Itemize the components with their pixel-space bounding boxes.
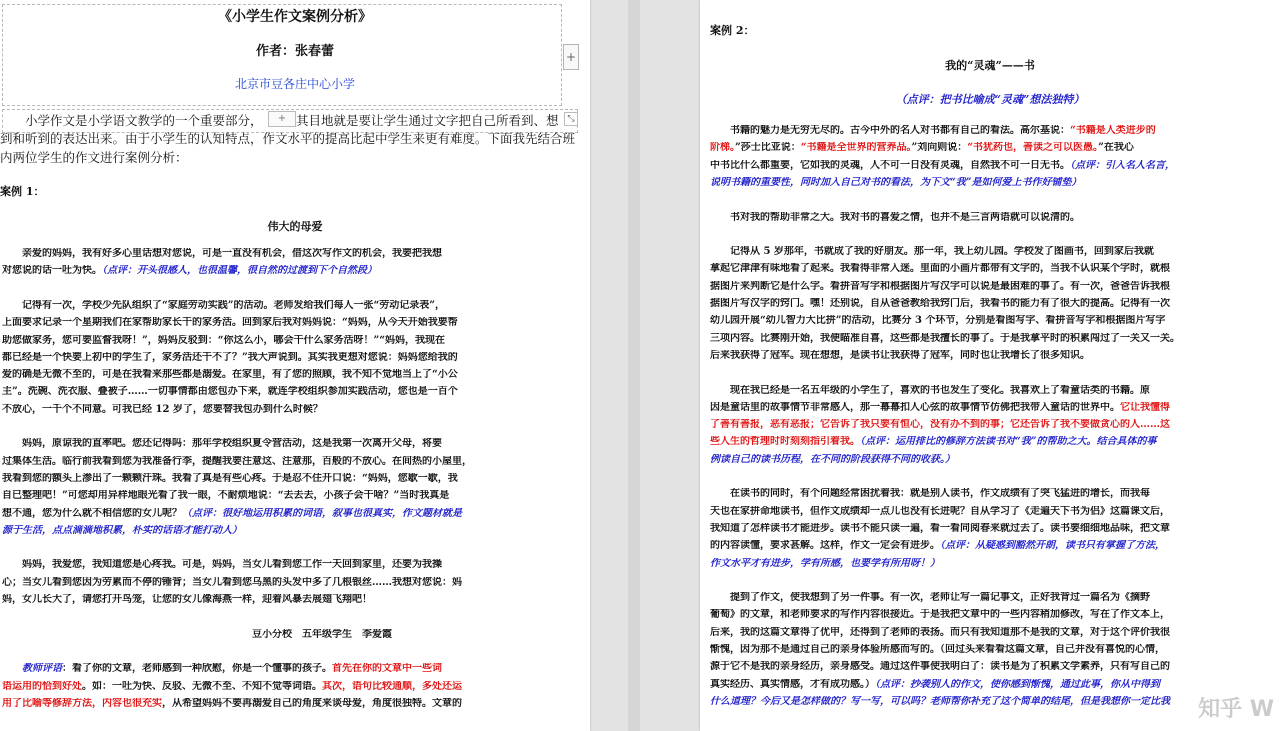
right-line-10-plain: 据图片写汉字的窍门。嘿！还别说，自从爸爸教给我窍门后，我看书的能力有了很大的提高。记得有一次 (710, 298, 1170, 309)
left-line-24-red: 首先在你的文章中一些词 (332, 663, 442, 675)
right-line-16-plain: 因是童话里的故事情节非常感人，那一幕幕扣人心弦的故事情节仿佛把我带入童话的世界中。 (710, 401, 1120, 413)
right-line-1-red: 阶梯。 (710, 142, 735, 154)
left-line-5 (2, 335, 590, 347)
resize-handle-icon[interactable]: ⤡ (564, 112, 578, 126)
add-page-button[interactable]: + (563, 44, 579, 70)
doc-title: 《小学生作文案例分析》 (218, 9, 372, 25)
right-line-16-red: 它让我懂得 (1120, 401, 1170, 413)
right-line-30-plain: 惭愧，因为那不是通过自己的亲身体验所感而写的。（回过头来看看这篇文章，自己并没有喜悦的心情， (710, 644, 1165, 655)
left-line-25 (2, 681, 590, 693)
right-page-top-line (700, 0, 1280, 4)
essay2-comment: （点评：把书比喻成“灵魂”想法独特） (895, 93, 1085, 106)
left-line-25-plain: 。如：一吐为快、反驳、无微不至、不知不觉等词语。 (82, 680, 322, 692)
left-line-26 (2, 698, 590, 710)
intro-line-1a: 小学作文是小学语文教学的一个重要部分， (0, 113, 263, 128)
left-line-26-plain: ，从希望妈妈不要再溺爱自己的角度来谈母爱，角度很独特。文章的 (162, 697, 462, 709)
doc-school: 北京市豆各庄中心小学 (234, 77, 355, 91)
right-line-32-blue: （点评：抄袭别人的作文，使你感到惭愧，通过此事，你从中得到 (875, 678, 1160, 690)
right-line-2 (710, 160, 1280, 172)
case1-heading: 案例 1： (0, 185, 45, 198)
right-line-29 (710, 627, 1280, 639)
left-line-24-blue: 教师评语 (22, 663, 62, 675)
right-line-25 (710, 558, 1280, 570)
right-line-22 (710, 506, 1280, 518)
right-line-24-plain: 的内容读懂，要求甚解。这样，作文一定会有进步。 (710, 540, 940, 552)
right-line-33-blue: 什么道理？今后又是怎样做的？写一写，可以吗？老师帮你补充了这个简单的结尾，但是我想你一定比我 (710, 695, 1170, 707)
right-line-8-plain: 拿起它津津有味地看了起来。我看得非常入迷。里面的小画片都带有文字的，当我不认识某个字时，就根 (710, 263, 1170, 275)
right-line-30 (710, 644, 1280, 656)
left-line-9-plain: 不放心，一千个不同意。可我已经 12 岁了，您要替我包办到什么时候？ (2, 403, 323, 415)
right-line-28-plain: 葡萄》的文章，和老师要求的写作内容很接近。于是我把文章中的一些内容稍加修改，写在了作文本上， (710, 609, 1170, 621)
left-line-15 (2, 508, 590, 520)
left-line-20-plain: 妈，女儿长大了，请您打开鸟笼，让您的女儿像海燕一样，迎着风暴去展翅飞翔吧！ (2, 594, 372, 605)
right-line-18 (710, 436, 1280, 448)
right-line-13-plain: 后来我获得了冠军。现在想想，是读书让我获得了冠军，同时也让我增长了很多知识。 (710, 349, 1090, 361)
case2-heading: 案例 2： (710, 24, 755, 37)
right-line-1-plain: ”莎士比亚说： (735, 142, 801, 154)
left-line-24 (2, 663, 590, 675)
left-line-15-blue: （点评：很好地运用积累的词语，叙事也很真实，作文题材就是 (182, 507, 462, 519)
right-line-28 (710, 609, 1280, 621)
left-line-9 (2, 404, 590, 416)
page-gap (590, 0, 700, 731)
right-line-0-plain: 书籍的魅力是无穷无尽的。古今中外的名人对书都有自己的看法。高尔基说： (710, 125, 1070, 136)
right-line-0 (710, 125, 1280, 137)
right-line-16 (710, 402, 1280, 414)
right-line-18-blue: （点评：运用排比的修辞方法读书对“我”的帮助之大。结合具体的事 (860, 436, 1157, 448)
left-line-7 (2, 369, 590, 381)
right-line-3 (710, 177, 1280, 189)
essay2-title: 我的“灵魂”——书 (945, 59, 1035, 72)
left-line-4-plain: 上面要求记录一个星期我们在家帮助家长干的家务活。回到家后我对妈妈说：“妈妈，从今天开始我要帮 (2, 317, 458, 329)
left-line-7-plain: 爱的确是无微不至的，可是在我看来那些都是溺爱。在家里，有了您的照顾，我不知不觉地当上了“小公 (2, 369, 458, 381)
left-line-26-red: 用了比喻等修辞方法，内容也很充实 (2, 697, 162, 709)
right-line-9 (710, 281, 1280, 293)
doc-author: 作者：张春蕾 (255, 44, 334, 59)
right-line-11-plain: 幼儿园开展“幼儿智力大比拼”的活动，比赛分 3 个环节，分别是看图写字、看拼音写字和根据图片写字 (710, 315, 1166, 327)
right-line-31 (710, 661, 1280, 673)
left-line-25-red2: 其次，语句比较通顺，多处还运 (322, 680, 462, 692)
left-line-18-plain: 妈妈，我爱您，我知道您是心疼我。可是，妈妈，当女儿看到您工作一天回到家里，还要为我操 (2, 559, 442, 571)
left-line-8 (2, 386, 590, 398)
intro-line-1b: 其目地就是要让学生通过文字把自己所看到、想 (296, 113, 559, 128)
right-line-19 (710, 454, 1280, 466)
right-line-21-plain: 在读书的同时，有个问题经常困扰着我：就是别人读书，作文成绩有了突飞猛进的增长，而我每 (710, 488, 1150, 500)
document-page-right (700, 0, 1280, 731)
watermark: 知乎 W (1198, 697, 1274, 722)
left-line-15-plain: 想不通，您为什么就不相信您的女儿呢？ (2, 507, 182, 519)
right-line-9-plain: 据图片来判断它是什么字。看拼音写字和根据图片写汉字可以说是最困难的事了。有一次，爸爸告诉我根 (710, 280, 1170, 292)
right-line-21 (710, 488, 1280, 500)
left-line-3-plain: 记得有一次，学校少先队组织了“家庭劳动实践”的活动。老师发给我们每人一张“劳动记录表”， (2, 299, 446, 311)
right-line-8 (710, 263, 1280, 275)
right-line-15 (710, 385, 1280, 397)
right-line-27-plain: 提到了作文，使我想到了另一件事。有一次，老师让写一篇记事文，正好我背过一篇名为《摘野 (710, 592, 1150, 604)
right-line-25-blue: 作文水平才有进步，学有所感，也要学有所用呀！） (710, 557, 940, 569)
left-line-1-blue: （点评：开头很感人，也很温馨，很自然的过渡到下个自然段） (102, 265, 377, 277)
vertical-scrollbar[interactable] (628, 0, 640, 731)
right-line-23 (710, 523, 1280, 535)
left-line-19-plain: 心；当女儿看到您因为劳累而不停的锤背；当女儿看到您乌黑的头发中多了几根银丝……我想对您说：妈 (2, 576, 462, 588)
right-line-29-plain: 后来，我的这篇文章得了优甲，还得到了老师的表扬。而只有我知道那不是我的文章，对于这个评价我很 (710, 626, 1170, 638)
intro-line-2: 到和听到的表达出来。由于小学生的认知特点，作文水平的提高比起中学生来更有难度。下面我先结合班 (0, 131, 576, 146)
right-line-27 (710, 592, 1280, 604)
right-line-7 (710, 246, 1280, 258)
left-line-14-plain: 自已整理吧！”可您却用异样地眼光看了我一眼，不耐烦地说：“去去去，小孩子会干啥？”当时我真是 (2, 490, 450, 502)
left-line-19 (2, 577, 590, 589)
right-line-1-red3: “书犹药也，善读之可以医愚。 (967, 142, 1099, 154)
left-line-3 (2, 300, 590, 312)
left-line-12-plain: 过集体生活。临行前我看到您为我准备行李，提醒我要注意这、注意那，百般的不放心。在间热的小屋里， (2, 455, 472, 467)
left-line-24-plain (2, 663, 22, 674)
right-line-24-blue: （点评：从疑惑到豁然开朗，读书只有掌握了方法， (940, 540, 1165, 552)
document-page-left (0, 0, 590, 731)
right-line-23-plain: 我知道了怎样读书才能进步。读书不能只读一遍，看一看同阅春来就过去了。读书要细细地品味，把文章 (710, 522, 1170, 534)
right-line-31-plain: 源于它不是我的亲身经历，亲身感受。通过这件事使我明白了：读书是为了积累文学素养，只有写自己的 (710, 661, 1170, 673)
left-line-13 (2, 473, 590, 485)
left-line-14 (2, 490, 590, 502)
right-line-2-plain: 中书比什么都重要，它如我的灵魂，人不可一日没有灵魂，自然我不可一日无书。 (710, 159, 1070, 171)
left-line-1 (2, 265, 590, 277)
right-line-0-red: “书籍是人类进步的 (1070, 125, 1156, 136)
left-line-0 (2, 248, 590, 260)
right-line-5-plain: 书对我的帮助非常之大。我对书的喜爱之情，也并不是三言两语就可以说清的。 (710, 211, 1080, 223)
right-line-10 (710, 298, 1280, 310)
right-line-32-plain: 真实经历、真实情感，才有成功感。） (710, 678, 875, 690)
right-line-22-plain: 天也在家拼命地读书，但作文成绩却一点儿也没有长进呢？自从学习了《走遍天下书为侣》这篇课文后， (710, 505, 1170, 517)
right-line-1-red2: “书籍是全世界的营养品。 (800, 142, 912, 154)
right-line-5 (710, 212, 1280, 224)
essay1-title: 伟大的母爱 (267, 220, 323, 233)
right-line-1-plain2: ”刘向则说： (911, 142, 968, 154)
right-line-7-plain: 记得从 5 岁那年，书就成了我的好朋友。那一年，我上幼儿园。学校发了图画书，回到家后我就 (710, 246, 1154, 258)
right-line-2-blue: （点评：引入名人名言， (1070, 159, 1175, 171)
right-line-1 (710, 142, 1280, 154)
left-line-12 (2, 456, 590, 468)
add-row-icon[interactable]: + (268, 111, 296, 127)
right-line-12 (710, 333, 1280, 345)
left-line-25-red: 语运用的恰到好处 (2, 680, 82, 692)
right-line-17 (710, 419, 1280, 431)
right-line-1-plain3: ”在我心 (1098, 142, 1134, 154)
left-line-22 (2, 629, 590, 641)
intro-line-3: 内两位学生的作文进行案例分析： (0, 150, 188, 165)
right-line-12-plain: 三项内容。比赛刚开始，我便瞄准自喜，这些都是我擅长的事了。于是我拿平时的积累闯过了一关又一关。 (710, 332, 1180, 344)
left-line-11-plain: 妈妈，原谅我的直率吧。您还记得吗：那年学校组织夏令营活动，这是我第一次离开父母，将要 (2, 438, 442, 450)
right-line-18-red: 些人生的哲理时时刻刻指引着我。 (710, 436, 860, 448)
left-line-1-plain: 对您说的话一吐为快。 (2, 265, 102, 277)
right-line-32 (710, 679, 1280, 691)
right-line-17-red: 了善有善报，恶有恶报；它告诉了我只要有恒心，没有办不到的事；它还告诉了我不要做贪心的人……这 (710, 419, 1170, 431)
left-line-24-plain2: ：看了你的文章，老师感到一种欣慰，你是一个懂事的孩子。 (62, 663, 332, 675)
right-line-24 (710, 540, 1280, 552)
right-line-33 (710, 696, 1280, 708)
right-line-15-plain: 现在我已经是一名五年级的小学生了，喜欢的书也发生了变化。我喜欢上了看童话类的书籍。原 (710, 384, 1150, 396)
left-line-8-plain: 主”。洗碗、洗衣服、叠被子……一切事情都由您包办下来，就连学校组织参加实践活动，您也是一百个 (2, 386, 458, 398)
left-line-13-plain: 我看到您的额头上渗出了一颗颗汗珠。我看了真是有些心疼。于是忍不住开口说：“妈妈，您歇一歇，我 (2, 472, 458, 484)
left-line-22-plain: 豆小分校 五年级学生 李爱霞 (2, 628, 392, 640)
left-line-4 (2, 317, 590, 329)
right-line-19-blue: 例读自己的读书历程，在不同的阶段获得不同的收获。） (710, 453, 955, 465)
right-line-11 (710, 315, 1280, 327)
left-line-5-plain: 助您做家务，您可要监督我呀！”，妈妈反驳到：“你这么小，哪会干什么家务活呀！”“妈妈，我现在 (2, 334, 446, 346)
left-line-18 (2, 559, 590, 571)
left-line-11 (2, 438, 590, 450)
right-line-13 (710, 350, 1280, 362)
left-line-6-plain: 都已经是一个快要上初中的学生了，家务活还干不了？”我大声说到。其实我更想对您说：妈妈您给我的 (2, 351, 458, 363)
left-line-16 (2, 525, 590, 537)
left-line-16-blue: 源于生活，点点滴滴地积累，朴实的话语才能打动人） (2, 524, 242, 536)
left-line-0-plain: 亲爱的妈妈，我有好多心里话想对您说，可是一直没有机会，借这次写作文的机会，我要把我想 (2, 248, 442, 259)
left-line-6 (2, 352, 590, 364)
right-line-3-blue: 说明书籍的重要性，同时加入自己对书的看法，为下文“我”是如何爱上书作好铺垫） (710, 176, 1082, 188)
left-line-20 (2, 594, 590, 606)
